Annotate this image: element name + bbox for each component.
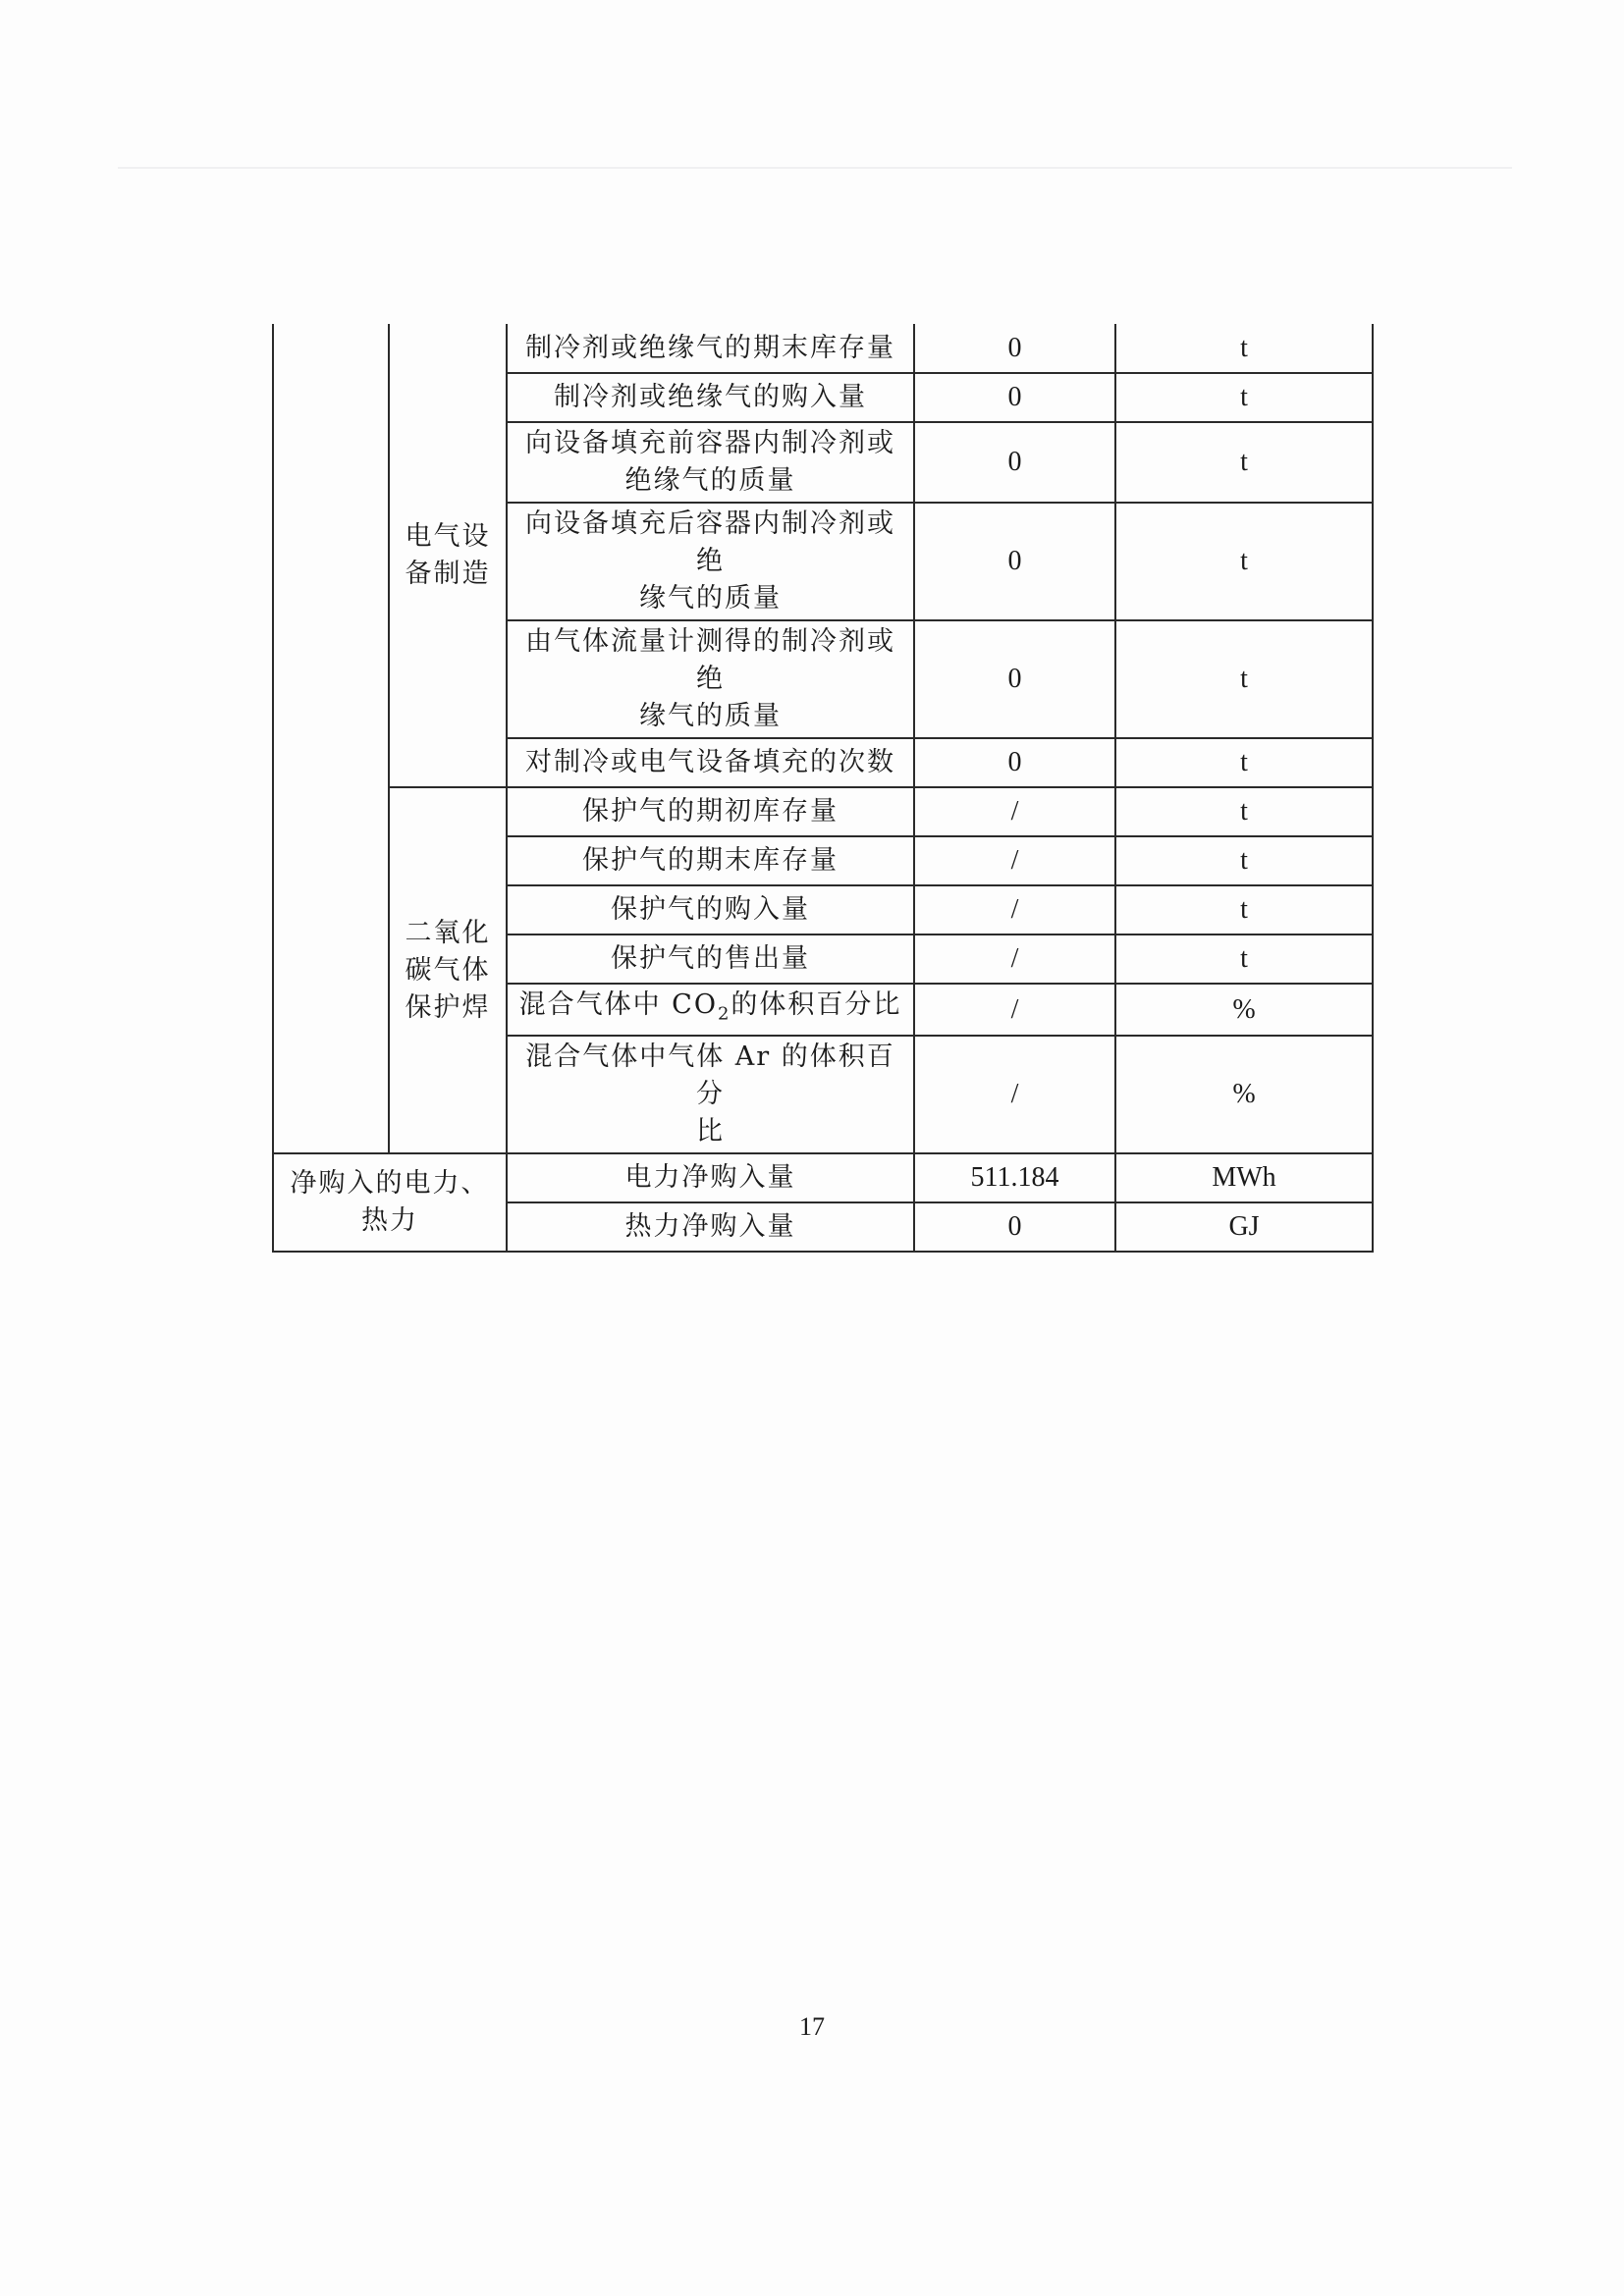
row-name-prefix: 混合气体中 CO bbox=[518, 989, 718, 1020]
row-name: 保护气的售出量 bbox=[507, 934, 914, 984]
row-unit: t bbox=[1115, 885, 1373, 934]
group-co2-welding: 二氧化 碳气体 保护焊 bbox=[389, 787, 507, 1153]
group-net-purchase: 净购入的电力、 热力 bbox=[273, 1153, 507, 1252]
row-name: 由气体流量计测得的制冷剂或 绝 缘气的质量 bbox=[507, 620, 914, 738]
row-name: 向设备填充后容器内制冷剂或 绝 缘气的质量 bbox=[507, 503, 914, 620]
row-unit: t bbox=[1115, 787, 1373, 836]
emission-data-table bbox=[272, 324, 1374, 1253]
row-name: 保护气的期初库存量 bbox=[507, 787, 914, 836]
row-value: 511.184 bbox=[914, 1153, 1115, 1202]
row-unit: % bbox=[1115, 984, 1373, 1036]
row-value: 0 bbox=[914, 503, 1115, 620]
row-name: 混合气体中气体 Ar 的体积百分 比 bbox=[507, 1036, 914, 1153]
row-unit: t bbox=[1115, 620, 1373, 738]
row-value: 0 bbox=[914, 1202, 1115, 1252]
row-unit: t bbox=[1115, 503, 1373, 620]
table-row bbox=[273, 324, 1373, 373]
row-unit: t bbox=[1115, 738, 1373, 787]
row-name: 保护气的购入量 bbox=[507, 885, 914, 934]
group-electrical: 电气设 备制造 bbox=[389, 324, 507, 787]
row-name: 制冷剂或绝缘气的购入量 bbox=[507, 373, 914, 422]
table-row bbox=[273, 1153, 1373, 1202]
row-name: 向设备填充前容器内制冷剂或 绝缘气的质量 bbox=[507, 422, 914, 503]
row-unit: t bbox=[1115, 836, 1373, 885]
row-value: 0 bbox=[914, 620, 1115, 738]
table-row bbox=[273, 787, 1373, 836]
co2-subscript: 2 bbox=[717, 1003, 731, 1025]
row-name: 热力净购入量 bbox=[507, 1202, 914, 1252]
row-unit: t bbox=[1115, 934, 1373, 984]
scan-edge-line bbox=[118, 167, 1512, 169]
row-value: / bbox=[914, 934, 1115, 984]
row-unit: % bbox=[1115, 1036, 1373, 1153]
row-value: 0 bbox=[914, 738, 1115, 787]
row-value: / bbox=[914, 787, 1115, 836]
row-value: / bbox=[914, 984, 1115, 1036]
row-value: 0 bbox=[914, 422, 1115, 503]
row-value: / bbox=[914, 1036, 1115, 1153]
row-value: / bbox=[914, 836, 1115, 885]
row-value: 0 bbox=[914, 324, 1115, 373]
row-name-suffix: 的体积百分比 bbox=[731, 989, 902, 1020]
page-number: 17 bbox=[799, 2012, 825, 2041]
row-name: 电力净购入量 bbox=[507, 1153, 914, 1202]
row-unit: MWh bbox=[1115, 1153, 1373, 1202]
row-value: / bbox=[914, 885, 1115, 934]
row-unit: t bbox=[1115, 373, 1373, 422]
category-cell bbox=[273, 324, 389, 1153]
row-unit: GJ bbox=[1115, 1202, 1373, 1252]
row-unit: t bbox=[1115, 422, 1373, 503]
row-unit: t bbox=[1115, 324, 1373, 373]
row-value: 0 bbox=[914, 373, 1115, 422]
row-name bbox=[507, 984, 914, 1036]
row-name: 保护气的期末库存量 bbox=[507, 836, 914, 885]
row-name: 制冷剂或绝缘气的期末库存量 bbox=[507, 324, 914, 373]
row-name: 对制冷或电气设备填充的次数 bbox=[507, 738, 914, 787]
